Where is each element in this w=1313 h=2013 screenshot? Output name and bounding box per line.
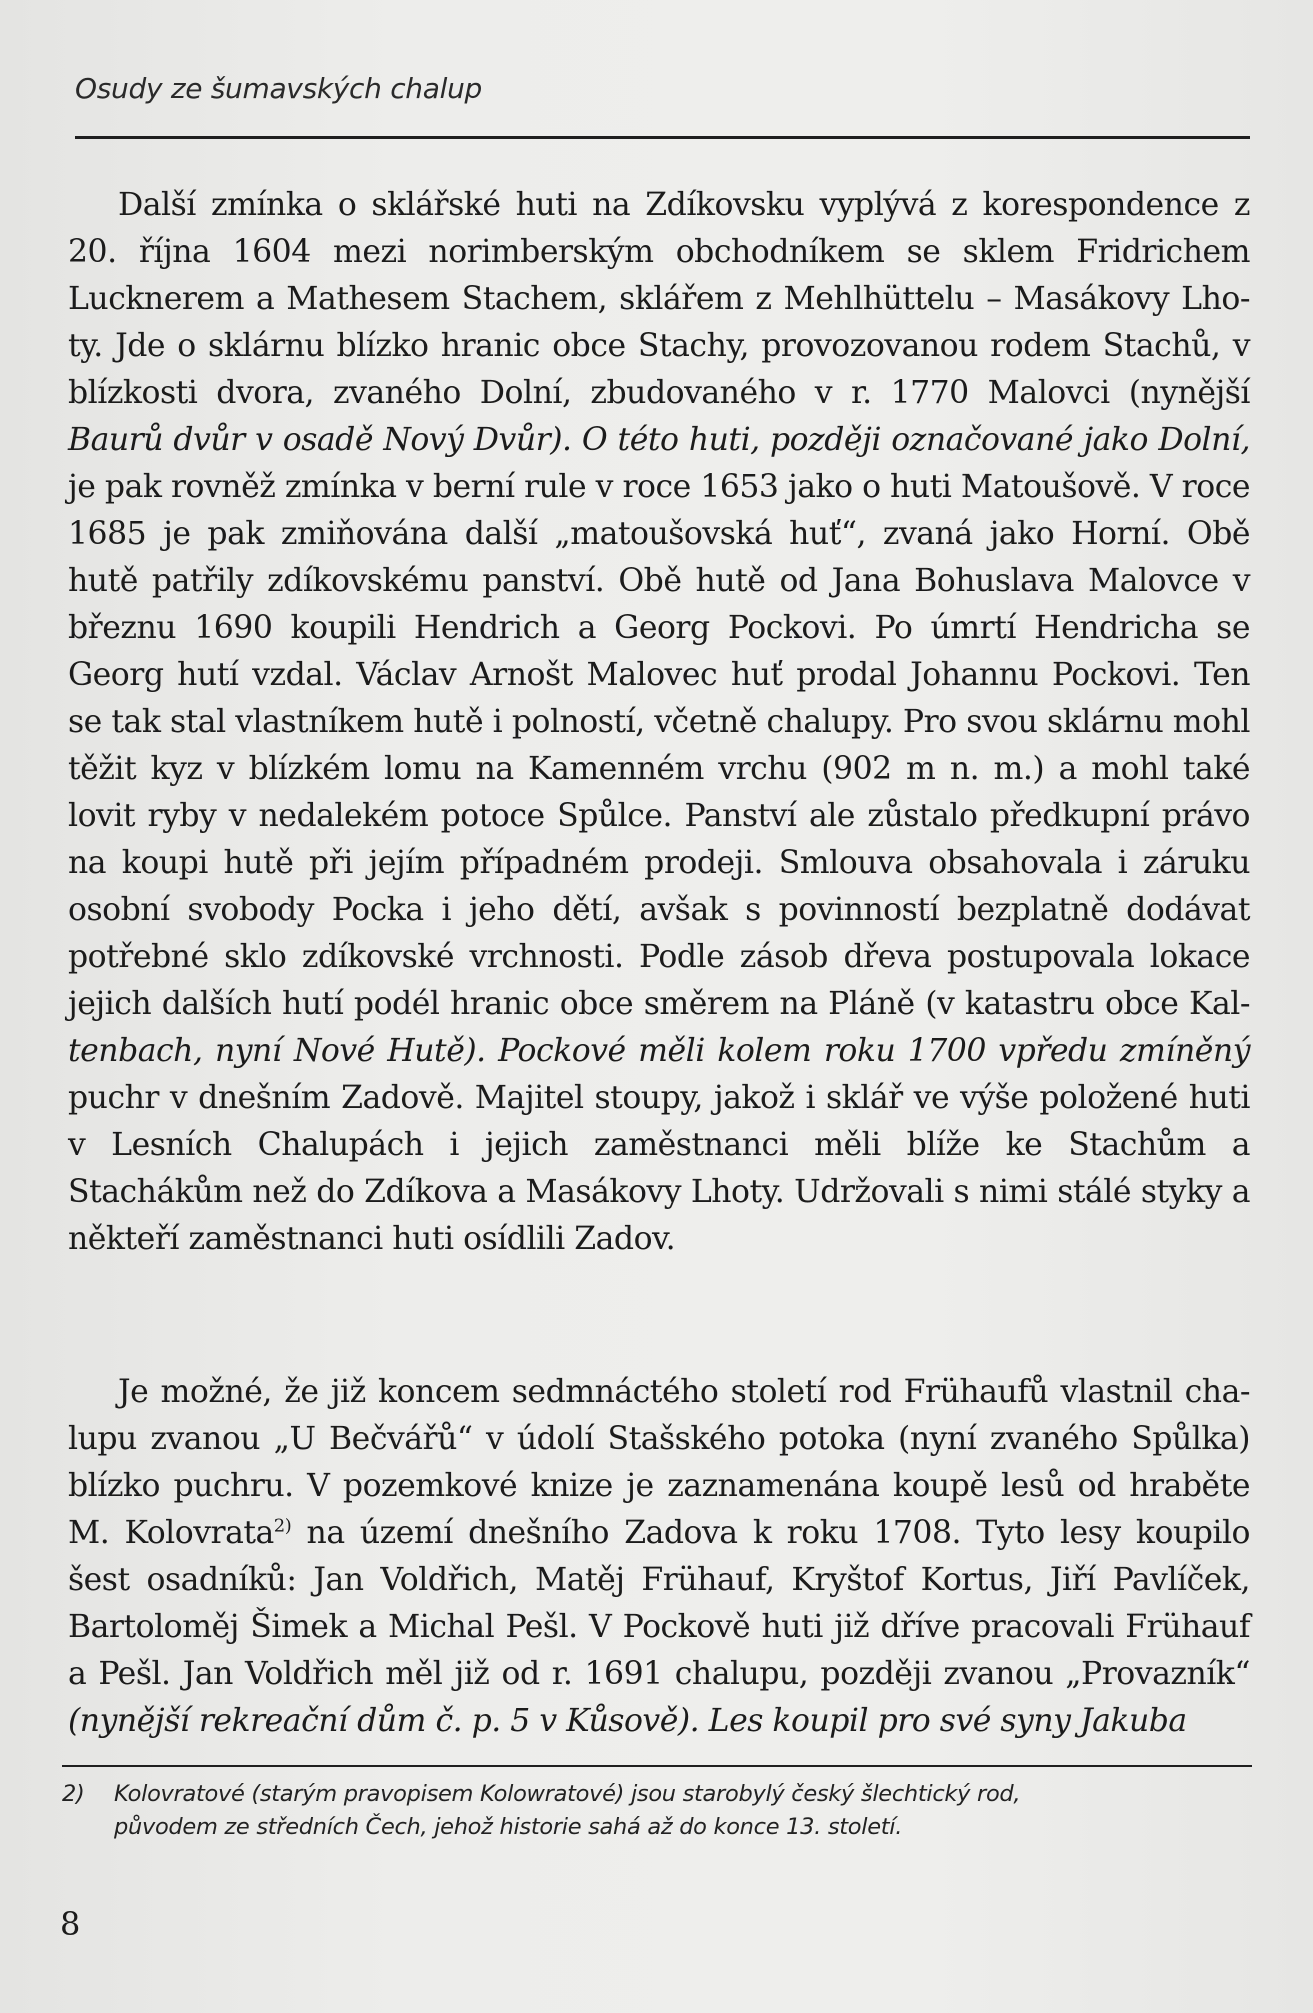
para1-line-3: Lucknerem a Mathesem Stachem, sklářem z Mehlhüttelu – Masákovy Lho- <box>68 281 1250 317</box>
para1-line-23: zaměstnanci huti osídlili Zadov. <box>188 1221 676 1257</box>
footnote-rule <box>62 1765 1252 1767</box>
para2-line-5: šest osadníků: Jan Voldřich, Matěj Frühauf, Kryštof Kortus, Jiří Pavlíček, <box>68 1562 1250 1598</box>
para2-line-6: Bartoloměj Šimek a Michal Pešl. V Pockově huti již dříve pracovali Frühauf <box>68 1609 1250 1645</box>
para1-line-17: potřebné sklo zdíkovské vrchnosti. Podle zásob dřeva postupovala lokace <box>68 939 1250 975</box>
footnote-line-2: původem ze středních Čech, jehož historie sahá až do konce 13. století. <box>114 1814 903 1840</box>
paragraph-2 <box>68 1369 1250 1745</box>
para1-line-13: těžit kyz v blízkém lomu na Kamenném vrchu (902 m n. m.) a mohl také <box>68 751 1250 787</box>
para2-line-4a: M. Kolovrata <box>68 1515 274 1551</box>
para2-line-3: blízko puchru. V pozemkové knize je zaznamenána koupě lesů od hraběte <box>68 1468 1250 1504</box>
running-head: Osudy ze šumavských chalup <box>75 72 482 105</box>
para1-line-2: z 20. října 1604 mezi norimberským obchodníkem se sklem Fridrichem <box>68 187 1251 270</box>
para1-line-19: tenbach, nyní Nové Hutě). Pockové měli kolem roku 1700 vpředu zmíněný <box>68 1033 1250 1069</box>
para1-line-21: v Lesních Chalupách i jejich zaměstnanci měli blíže ke Stachům a Stachákům <box>68 1127 1250 1210</box>
para1-line-15: na koupi hutě při jejím případném prodeji. Smlouva obsahovala i záruku <box>68 845 1250 881</box>
para1-line-20: puchr v dnešním Zadově. Majitel stoupy, jakož i sklář ve výše položené huti <box>68 1080 1250 1116</box>
para1-line-10: v březnu 1690 koupili Hendrich a Georg Pockovi. Po úmrtí Hendricha se <box>68 563 1250 646</box>
para1-line-12: se tak stal vlastníkem hutě i polností, včetně chalupy. Pro svou sklárnu mohl <box>68 704 1250 740</box>
para2-line-4b: na území dnešního Zadova k roku 1708. Tyto lesy koupilo <box>291 1515 1251 1551</box>
para1-line-8: 1685 je pak zmiňována další „matoušovská huť“, zvaná jako Horní. Obě <box>68 516 1250 552</box>
page-number: 8 <box>60 1905 81 1943</box>
para1-line-4: ty. Jde o sklárnu blízko hranic obce Stachy, provozovanou rodem Stachů, <box>68 328 1221 364</box>
para1-line-22: než do Zdíkova a Masákovy Lhoty. Udržovali s nimi stálé styky a někteří <box>68 1174 1250 1257</box>
para1-line-16: osobní svobody Pocka i jeho dětí, avšak s povinností bezplatně dodávat <box>68 892 1250 928</box>
paragraph-1 <box>68 182 1250 1263</box>
para1-line-18: jejich dalších hutí podél hranic obce směrem na Pláně (v katastru obce Kal- <box>68 986 1250 1022</box>
footnote-ref: 2) <box>273 1515 292 1537</box>
para2-line-7: a Pešl. Jan Voldřich měl již od r. 1691 chalupu, později zvanou „Provazník“ <box>68 1656 1250 1692</box>
para1-line-1: Další zmínka o sklářské huti na Zdíkovsku vyplývá z korespondence <box>118 187 1219 223</box>
para1-line-9: hutě patřily zdíkovskému panství. Obě hutě od Jana Bohuslava Malovce <box>68 563 1219 599</box>
footnote-number: 2) <box>62 1781 85 1807</box>
para1-line-14: lovit ryby v nedalekém potoce Spůlce. Panství ale zůstalo předkupní právo <box>68 798 1250 834</box>
header-rule <box>75 136 1250 139</box>
para1-line-11: Georg hutí vzdal. Václav Arnošt Malovec huť prodal Johannu Pockovi. Ten <box>68 657 1250 693</box>
footnote <box>62 1778 1252 1844</box>
para1-line-7: je pak rovněž zmínka v berní rule v roce 1653 jako o huti Matoušově. V roce <box>68 469 1250 505</box>
para2-line-1: Je možné, že již koncem sedmnáctého století rod Frühaufů vlastnil cha- <box>118 1374 1250 1410</box>
footnote-line-1: Kolovratové (starým pravopisem Kolowratové) jsou starobylý český šlechtický rod, <box>114 1781 1021 1807</box>
para1-line-6: Baurů dvůr v osadě Nový Dvůr). O této huti, později označované jako Dolní, <box>68 422 1250 458</box>
para2-line-2: lupu zvanou „U Bečvářů“ v údolí Stašského potoka (nyní zvaného Spůlka) <box>68 1421 1250 1457</box>
para2-line-8: (nynější rekreační dům č. p. 5 v Kůsově). Les koupil pro své syny Jakuba <box>68 1703 1187 1739</box>
para1-line-5: v blízkosti dvora, zvaného Dolní, zbudovaného v r. 1770 Malovci (nynější <box>68 328 1251 411</box>
